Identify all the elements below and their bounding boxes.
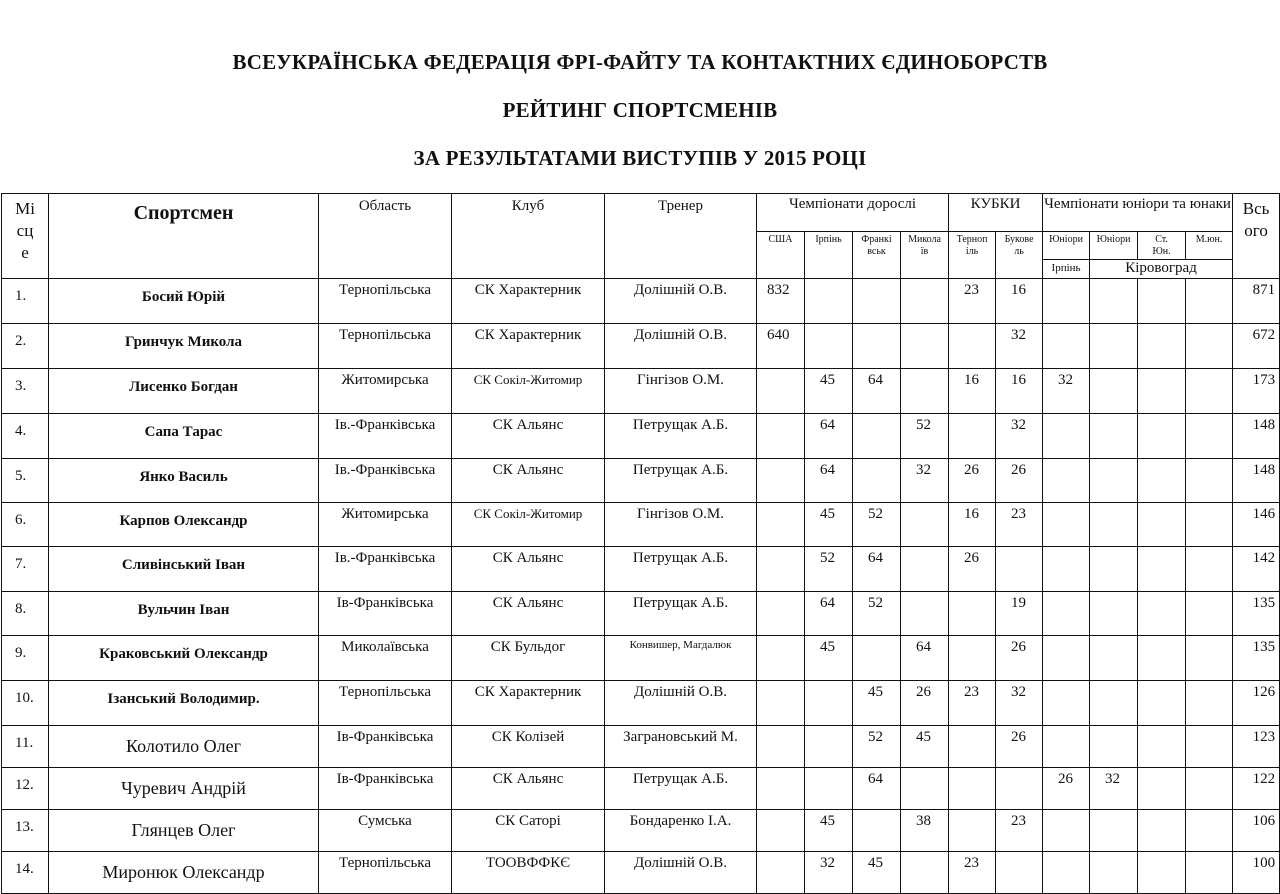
total-cell: 106 xyxy=(1233,810,1280,852)
place-cell: 5. xyxy=(2,459,49,503)
total-cell: 173 xyxy=(1233,369,1280,414)
athlete-name: Сапа Тарас xyxy=(49,414,319,459)
score-cell: 32 xyxy=(901,459,949,503)
score-cell xyxy=(901,592,949,636)
table-row xyxy=(2,636,1280,681)
athlete-name: Чуревич Андрій xyxy=(49,768,319,810)
total-cell: 126 xyxy=(1233,681,1280,726)
place-cell: 14. xyxy=(2,852,49,894)
score-cell xyxy=(1138,369,1186,414)
score-cell xyxy=(757,459,805,503)
table-row xyxy=(2,592,1280,636)
score-cell xyxy=(1090,681,1138,726)
score-cell xyxy=(1186,503,1233,547)
place-cell: 4. xyxy=(2,414,49,459)
coach-cell: Петрущак А.Б. xyxy=(605,592,757,636)
club-cell: СК Сокіл-Житомир xyxy=(452,503,605,547)
total-cell: 672 xyxy=(1233,324,1280,369)
place-cell: 7. xyxy=(2,547,49,592)
score-cell xyxy=(1090,592,1138,636)
table-row xyxy=(2,547,1280,592)
score-cell: 23 xyxy=(996,810,1043,852)
region-cell: Сумська xyxy=(319,810,452,852)
region-cell: Ів-Франківська xyxy=(319,726,452,768)
score-cell: 32 xyxy=(996,414,1043,459)
athlete-name: Лисенко Богдан xyxy=(49,369,319,414)
score-cell xyxy=(805,768,853,810)
athlete-name: Карпов Олександр xyxy=(49,503,319,547)
total-cell: 148 xyxy=(1233,459,1280,503)
score-cell: 26 xyxy=(996,636,1043,681)
coach-cell: Долішній О.В. xyxy=(605,324,757,369)
score-cell xyxy=(1186,852,1233,894)
total-cell: 148 xyxy=(1233,414,1280,459)
score-cell: 64 xyxy=(805,414,853,459)
sub-ternopil: Терноп іль xyxy=(949,232,996,279)
score-cell xyxy=(1043,414,1090,459)
total-cell: 142 xyxy=(1233,547,1280,592)
rating-title: РЕЙТИНГ СПОРТСМЕНІВ xyxy=(502,98,778,122)
coach-cell: Бондаренко І.А. xyxy=(605,810,757,852)
score-cell: 26 xyxy=(996,726,1043,768)
col-total-header: Всь ого xyxy=(1233,194,1280,279)
score-cell: 64 xyxy=(853,369,901,414)
table-row xyxy=(2,810,1280,852)
score-cell xyxy=(1090,459,1138,503)
score-cell: 52 xyxy=(853,592,901,636)
score-cell xyxy=(757,810,805,852)
score-cell xyxy=(1186,681,1233,726)
score-cell xyxy=(901,768,949,810)
score-cell xyxy=(1186,414,1233,459)
score-cell xyxy=(1090,547,1138,592)
score-cell xyxy=(1043,279,1090,324)
score-cell xyxy=(1090,414,1138,459)
score-cell: 26 xyxy=(996,459,1043,503)
score-cell xyxy=(757,726,805,768)
score-cell: 52 xyxy=(853,503,901,547)
sub-juniors-1: Юніори xyxy=(1043,232,1090,260)
club-cell: СК Альянс xyxy=(452,459,605,503)
score-cell: 16 xyxy=(996,369,1043,414)
score-cell xyxy=(1043,547,1090,592)
score-cell xyxy=(1186,459,1233,503)
score-cell: 26 xyxy=(949,547,996,592)
col-coach-header: Тренер xyxy=(605,194,757,279)
place-cell: 12. xyxy=(2,768,49,810)
score-cell: 45 xyxy=(805,636,853,681)
score-cell xyxy=(1090,324,1138,369)
score-cell xyxy=(853,459,901,503)
score-cell: 23 xyxy=(949,852,996,894)
score-cell xyxy=(949,636,996,681)
score-cell: 45 xyxy=(805,369,853,414)
score-cell xyxy=(1138,726,1186,768)
col-region-header: Область xyxy=(319,194,452,279)
coach-cell: Заграновський М. xyxy=(605,726,757,768)
score-cell xyxy=(757,592,805,636)
score-cell xyxy=(1186,636,1233,681)
rating-table xyxy=(1,193,1280,894)
score-cell: 32 xyxy=(1090,768,1138,810)
score-cell xyxy=(1138,414,1186,459)
sub-bukovel: Букове ль xyxy=(996,232,1043,279)
region-cell: Тернопільська xyxy=(319,279,452,324)
sub-usa: США xyxy=(757,232,805,279)
score-cell xyxy=(1138,324,1186,369)
score-cell xyxy=(1138,810,1186,852)
score-cell xyxy=(949,414,996,459)
athlete-name: Глянцев Олег xyxy=(49,810,319,852)
table-row xyxy=(2,459,1280,503)
athlete-name: Краковський Олександр xyxy=(49,636,319,681)
place-cell: 11. xyxy=(2,726,49,768)
score-cell xyxy=(949,324,996,369)
athlete-name: Босий Юрій xyxy=(49,279,319,324)
score-cell xyxy=(805,324,853,369)
score-cell: 52 xyxy=(901,414,949,459)
table-row xyxy=(2,503,1280,547)
club-cell: СК Характерник xyxy=(452,324,605,369)
region-cell: Ів.-Франківська xyxy=(319,414,452,459)
score-cell: 38 xyxy=(901,810,949,852)
club-cell: СК Альянс xyxy=(452,547,605,592)
col-club-header: Клуб xyxy=(452,194,605,279)
score-cell xyxy=(1138,503,1186,547)
place-cell: 6. xyxy=(2,503,49,547)
table-row xyxy=(2,324,1280,369)
score-cell xyxy=(805,279,853,324)
athlete-name: Гринчук Микола xyxy=(49,324,319,369)
score-cell xyxy=(1090,726,1138,768)
region-cell: Тернопільська xyxy=(319,681,452,726)
score-cell xyxy=(1186,768,1233,810)
score-cell xyxy=(1090,636,1138,681)
score-cell xyxy=(1186,324,1233,369)
coach-cell: Гінгізов О.М. xyxy=(605,369,757,414)
score-cell xyxy=(1043,726,1090,768)
score-cell: 64 xyxy=(805,592,853,636)
score-cell xyxy=(1043,852,1090,894)
sub-senior-youth: Ст. Юн. xyxy=(1138,232,1186,260)
score-cell: 64 xyxy=(901,636,949,681)
sub-irpin: Ірпінь xyxy=(805,232,853,279)
score-cell: 32 xyxy=(996,324,1043,369)
athlete-name: Сливінський Іван xyxy=(49,547,319,592)
region-cell: Житомирська xyxy=(319,503,452,547)
score-cell xyxy=(901,503,949,547)
score-cell xyxy=(1138,681,1186,726)
score-cell xyxy=(996,852,1043,894)
table-row xyxy=(2,414,1280,459)
club-cell: СК Альянс xyxy=(452,414,605,459)
score-cell xyxy=(1138,547,1186,592)
score-cell: 23 xyxy=(996,503,1043,547)
score-cell xyxy=(1043,324,1090,369)
score-cell xyxy=(949,726,996,768)
cups-header: КУБКИ xyxy=(949,194,1043,232)
loc-kirovohrad: Кіровоград xyxy=(1090,260,1233,279)
region-cell: Ів.-Франківська xyxy=(319,459,452,503)
score-cell xyxy=(1043,810,1090,852)
total-cell: 146 xyxy=(1233,503,1280,547)
score-cell xyxy=(1186,592,1233,636)
coach-cell: Петрущак А.Б. xyxy=(605,768,757,810)
table-row xyxy=(2,726,1280,768)
score-cell xyxy=(1138,852,1186,894)
score-cell xyxy=(757,681,805,726)
table-row xyxy=(2,768,1280,810)
score-cell xyxy=(996,547,1043,592)
place-cell: 1. xyxy=(2,279,49,324)
score-cell xyxy=(901,324,949,369)
loc-irpin: Ірпінь xyxy=(1043,260,1090,279)
coach-cell: Петрущак А.Б. xyxy=(605,547,757,592)
coach-cell: Гінгізов О.М. xyxy=(605,503,757,547)
club-cell: СК Альянс xyxy=(452,592,605,636)
score-cell xyxy=(1043,503,1090,547)
score-cell: 832 xyxy=(757,279,805,324)
athlete-name: Колотило Олег xyxy=(49,726,319,768)
score-cell xyxy=(1090,852,1138,894)
score-cell xyxy=(1138,459,1186,503)
score-cell: 16 xyxy=(949,503,996,547)
club-cell: СК Колізей xyxy=(452,726,605,768)
region-cell: Ів-Франківська xyxy=(319,592,452,636)
total-cell: 871 xyxy=(1233,279,1280,324)
total-cell: 122 xyxy=(1233,768,1280,810)
place-cell: 8. xyxy=(2,592,49,636)
score-cell xyxy=(757,414,805,459)
coach-cell: Долішній О.В. xyxy=(605,852,757,894)
sub-mykolaiv: Микола їв xyxy=(901,232,949,279)
score-cell: 52 xyxy=(853,726,901,768)
club-cell: СК Характерник xyxy=(452,681,605,726)
score-cell xyxy=(1090,279,1138,324)
score-cell xyxy=(757,369,805,414)
score-cell: 64 xyxy=(853,547,901,592)
score-cell xyxy=(901,547,949,592)
score-cell: 32 xyxy=(996,681,1043,726)
club-cell: СК Характерник xyxy=(452,279,605,324)
score-cell xyxy=(1186,810,1233,852)
sub-junior-youth: М.юн. xyxy=(1186,232,1233,260)
sub-juniors-2: Юніори xyxy=(1090,232,1138,260)
col-place-header: Мі сц е xyxy=(2,194,49,279)
score-cell xyxy=(949,810,996,852)
score-cell xyxy=(949,768,996,810)
score-cell xyxy=(901,279,949,324)
score-cell xyxy=(757,547,805,592)
total-cell: 100 xyxy=(1233,852,1280,894)
athlete-name: Миронюк Олександр xyxy=(49,852,319,894)
region-cell: Миколаївська xyxy=(319,636,452,681)
place-cell: 9. xyxy=(2,636,49,681)
score-cell: 23 xyxy=(949,681,996,726)
sub-frankivsk: Франкі вськ xyxy=(853,232,901,279)
score-cell: 16 xyxy=(949,369,996,414)
place-cell: 3. xyxy=(2,369,49,414)
score-cell xyxy=(1186,726,1233,768)
score-cell: 19 xyxy=(996,592,1043,636)
score-cell xyxy=(853,324,901,369)
results-subtitle: ЗА РЕЗУЛЬТАТАМИ ВИСТУПІВ У 2015 РОЦІ xyxy=(413,146,867,170)
junior-championships-header: Чемпіонати юніори та юнаки xyxy=(1043,194,1233,232)
score-cell xyxy=(757,636,805,681)
table-row xyxy=(2,369,1280,414)
coach-cell: Конвишер, Магдалюк xyxy=(605,636,757,681)
place-cell: 2. xyxy=(2,324,49,369)
club-cell: СК Бульдог xyxy=(452,636,605,681)
region-cell: Житомирська xyxy=(319,369,452,414)
club-cell: ТООВФФКЄ xyxy=(452,852,605,894)
score-cell: 640 xyxy=(757,324,805,369)
coach-cell: Долішній О.В. xyxy=(605,681,757,726)
score-cell xyxy=(996,768,1043,810)
score-cell: 23 xyxy=(949,279,996,324)
adult-championships-header: Чемпіонати дорослі xyxy=(757,194,949,232)
place-cell: 13. xyxy=(2,810,49,852)
score-cell xyxy=(757,852,805,894)
col-athlete-header: Спортсмен xyxy=(49,194,319,279)
score-cell xyxy=(901,369,949,414)
club-cell: СК Альянс xyxy=(452,768,605,810)
athlete-name: Ізанський Володимир. xyxy=(49,681,319,726)
score-cell xyxy=(1090,810,1138,852)
score-cell xyxy=(1043,592,1090,636)
region-cell: Ів.-Франківська xyxy=(319,547,452,592)
athlete-name: Вульчин Іван xyxy=(49,592,319,636)
total-cell: 123 xyxy=(1233,726,1280,768)
score-cell xyxy=(1186,369,1233,414)
region-cell: Ів-Франківська xyxy=(319,768,452,810)
score-cell xyxy=(805,726,853,768)
score-cell: 26 xyxy=(1043,768,1090,810)
score-cell: 32 xyxy=(805,852,853,894)
coach-cell: Петрущак А.Б. xyxy=(605,459,757,503)
athlete-name: Янко Василь xyxy=(49,459,319,503)
score-cell xyxy=(1186,279,1233,324)
score-cell xyxy=(901,852,949,894)
score-cell xyxy=(1138,279,1186,324)
score-cell: 16 xyxy=(996,279,1043,324)
score-cell xyxy=(757,503,805,547)
score-cell: 64 xyxy=(853,768,901,810)
score-cell: 52 xyxy=(805,547,853,592)
score-cell: 32 xyxy=(1043,369,1090,414)
score-cell xyxy=(853,636,901,681)
score-cell xyxy=(805,681,853,726)
club-cell: СК Сокіл-Житомир xyxy=(452,369,605,414)
score-cell xyxy=(949,592,996,636)
table-row xyxy=(2,852,1280,894)
place-cell: 10. xyxy=(2,681,49,726)
score-cell: 45 xyxy=(901,726,949,768)
coach-cell: Петрущак А.Б. xyxy=(605,414,757,459)
total-cell: 135 xyxy=(1233,592,1280,636)
table-row xyxy=(2,279,1280,324)
score-cell xyxy=(1043,636,1090,681)
federation-title: ВСЕУКРАЇНСЬКА ФЕДЕРАЦІЯ ФРІ-ФАЙТУ ТА КОНТАКТНИХ ЄДИНОБОРСТВ xyxy=(232,50,1048,74)
score-cell xyxy=(1138,768,1186,810)
score-cell: 64 xyxy=(805,459,853,503)
score-cell xyxy=(1090,503,1138,547)
score-cell: 45 xyxy=(853,681,901,726)
score-cell xyxy=(757,768,805,810)
score-cell: 26 xyxy=(901,681,949,726)
score-cell xyxy=(1090,369,1138,414)
score-cell xyxy=(1138,592,1186,636)
score-cell xyxy=(1043,681,1090,726)
score-cell xyxy=(853,810,901,852)
region-cell: Тернопільська xyxy=(319,324,452,369)
score-cell: 45 xyxy=(805,810,853,852)
table-row xyxy=(2,681,1280,726)
score-cell: 45 xyxy=(853,852,901,894)
region-cell: Тернопільська xyxy=(319,852,452,894)
score-cell xyxy=(1138,636,1186,681)
score-cell xyxy=(1043,459,1090,503)
club-cell: СК Саторі xyxy=(452,810,605,852)
score-cell: 45 xyxy=(805,503,853,547)
coach-cell: Долішній О.В. xyxy=(605,279,757,324)
score-cell xyxy=(1186,547,1233,592)
score-cell xyxy=(853,414,901,459)
total-cell: 135 xyxy=(1233,636,1280,681)
score-cell xyxy=(853,279,901,324)
score-cell: 26 xyxy=(949,459,996,503)
